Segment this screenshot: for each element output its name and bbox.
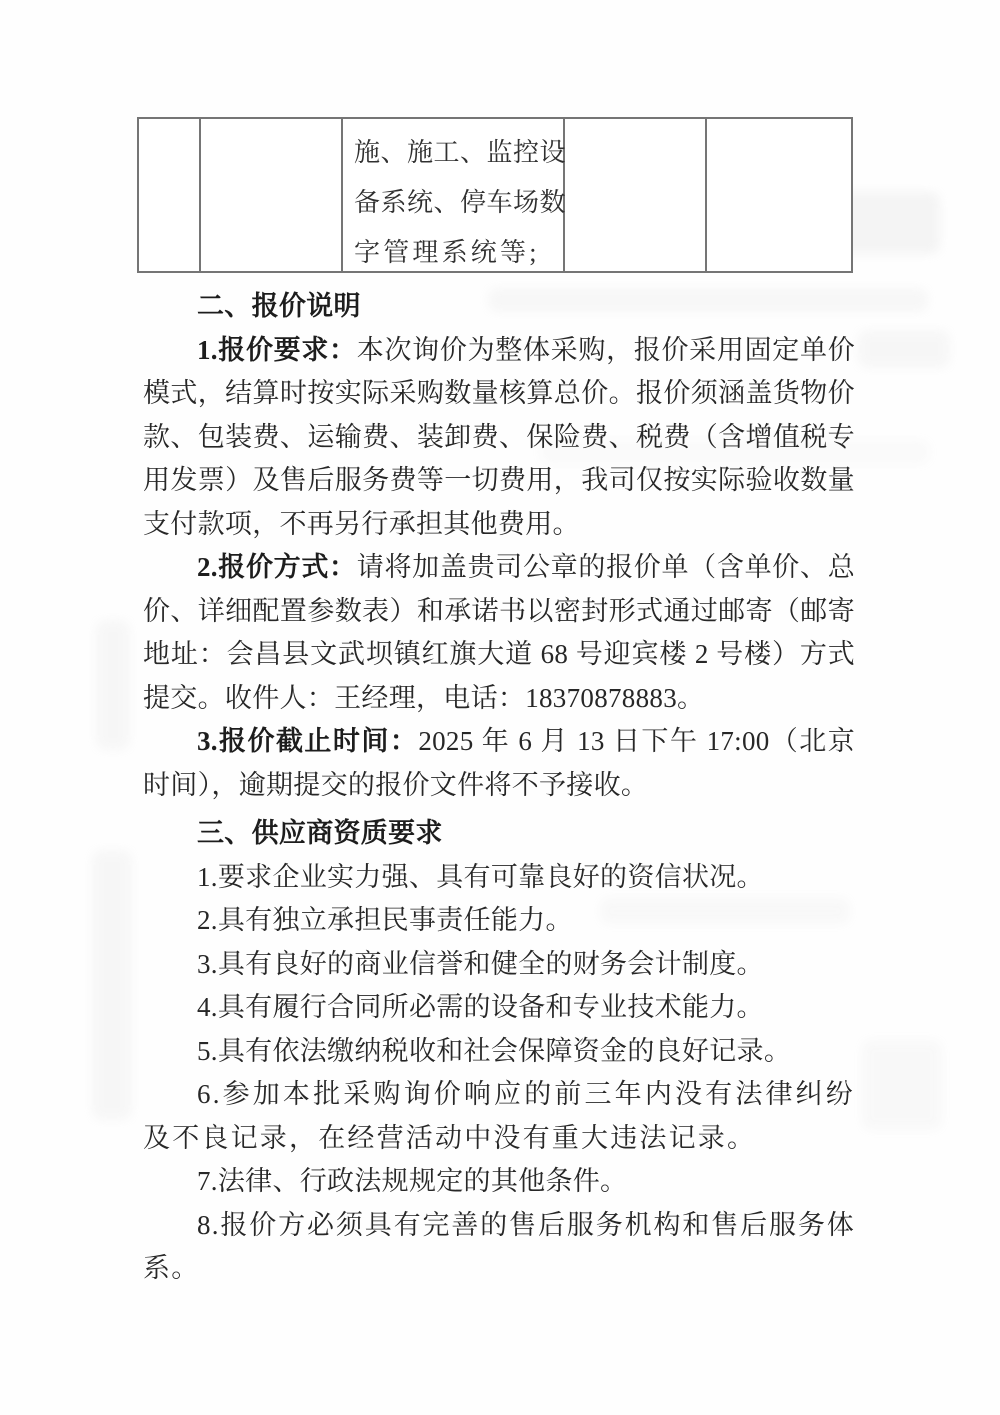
paragraph-bold-label: 3.报价截止时间： <box>197 726 419 756</box>
table-cell-line: 备系统、停车场数 <box>354 188 567 217</box>
qualification-item-5: 5.具有依法缴纳税收和社会保障资金的良好记录。 <box>197 1035 792 1066</box>
table-cell-empty <box>565 119 707 271</box>
scan-bleed-artifact <box>92 850 132 1120</box>
qualification-item-3: 3.具有良好的商业信誉和健全的财务会计制度。 <box>197 948 764 979</box>
spec-table-fragment <box>137 117 853 273</box>
paragraph-text: 2025 年 6 月 13 日下午 17:00（北京时间），逾期提交的报价文件将不予接收。 <box>143 726 855 800</box>
paragraph-bold-label: 2.报价方式： <box>197 552 357 582</box>
scan-bleed-artifact <box>862 1040 942 1130</box>
scan-bleed-artifact <box>858 330 950 368</box>
paragraph-text: 本次询价为整体采购，报价采用固定单价模式，结算时按实际采购数量核算总价。报价须涵盖货物价款、包装费、运输费、装卸费、保险费、税费（含增值税专用发票）及售后服务费等一切费用，我司仅按实际验收数量支付款项，不再另行承担其他费用。 <box>143 334 855 539</box>
paragraph-text: 请将加盖贵司公章的报价单（含单价、总价、详细配置参数表）和承诺书以密封形式通过邮寄（邮寄地址：会昌县文武坝镇红旗大道 68 号迎宾楼 2 号楼）方式提交。收件人：王经理，电话：18370878883。 <box>143 552 855 713</box>
paragraph-quote-requirement <box>143 329 855 547</box>
table-cell-empty <box>139 119 201 271</box>
table-cell-line: 施、施工、监控设 <box>354 138 567 167</box>
qualification-item-1: 1.要求企业实力强、具有可靠良好的资信状况。 <box>197 861 764 892</box>
qualification-item-4: 4.具有履行合同所必需的设备和专业技术能力。 <box>197 992 764 1022</box>
qualification-item-8: 8.报价方必须具有完善的售后服务机构和售后服务体系。 <box>143 1209 855 1283</box>
section-heading-quote-notes: 二、报价说明 <box>197 291 361 321</box>
paragraph-quote-deadline <box>143 720 855 807</box>
document-body <box>143 285 855 1291</box>
paragraph-quote-method <box>143 546 855 720</box>
qualification-item-2: 2.具有独立承担民事责任能力。 <box>197 905 573 935</box>
table-cell-empty <box>707 119 851 271</box>
table-cell-line: 字管理系统等; <box>354 238 540 267</box>
section-heading-supplier-qualifications: 三、供应商资质要求 <box>197 818 443 848</box>
paragraph-bold-label: 1.报价要求： <box>197 334 357 365</box>
table-cell-empty <box>201 119 343 271</box>
qualification-item-6: 6.参加本批采购询价响应的前三年内没有法律纠纷及不良记录，在经营活动中没有重大违法记录。 <box>143 1079 855 1153</box>
qualification-item-7: 7.法律、行政法规规定的其他条件。 <box>197 1166 628 1196</box>
table-cell-spec-text <box>343 119 565 271</box>
scan-bleed-artifact <box>96 620 130 750</box>
